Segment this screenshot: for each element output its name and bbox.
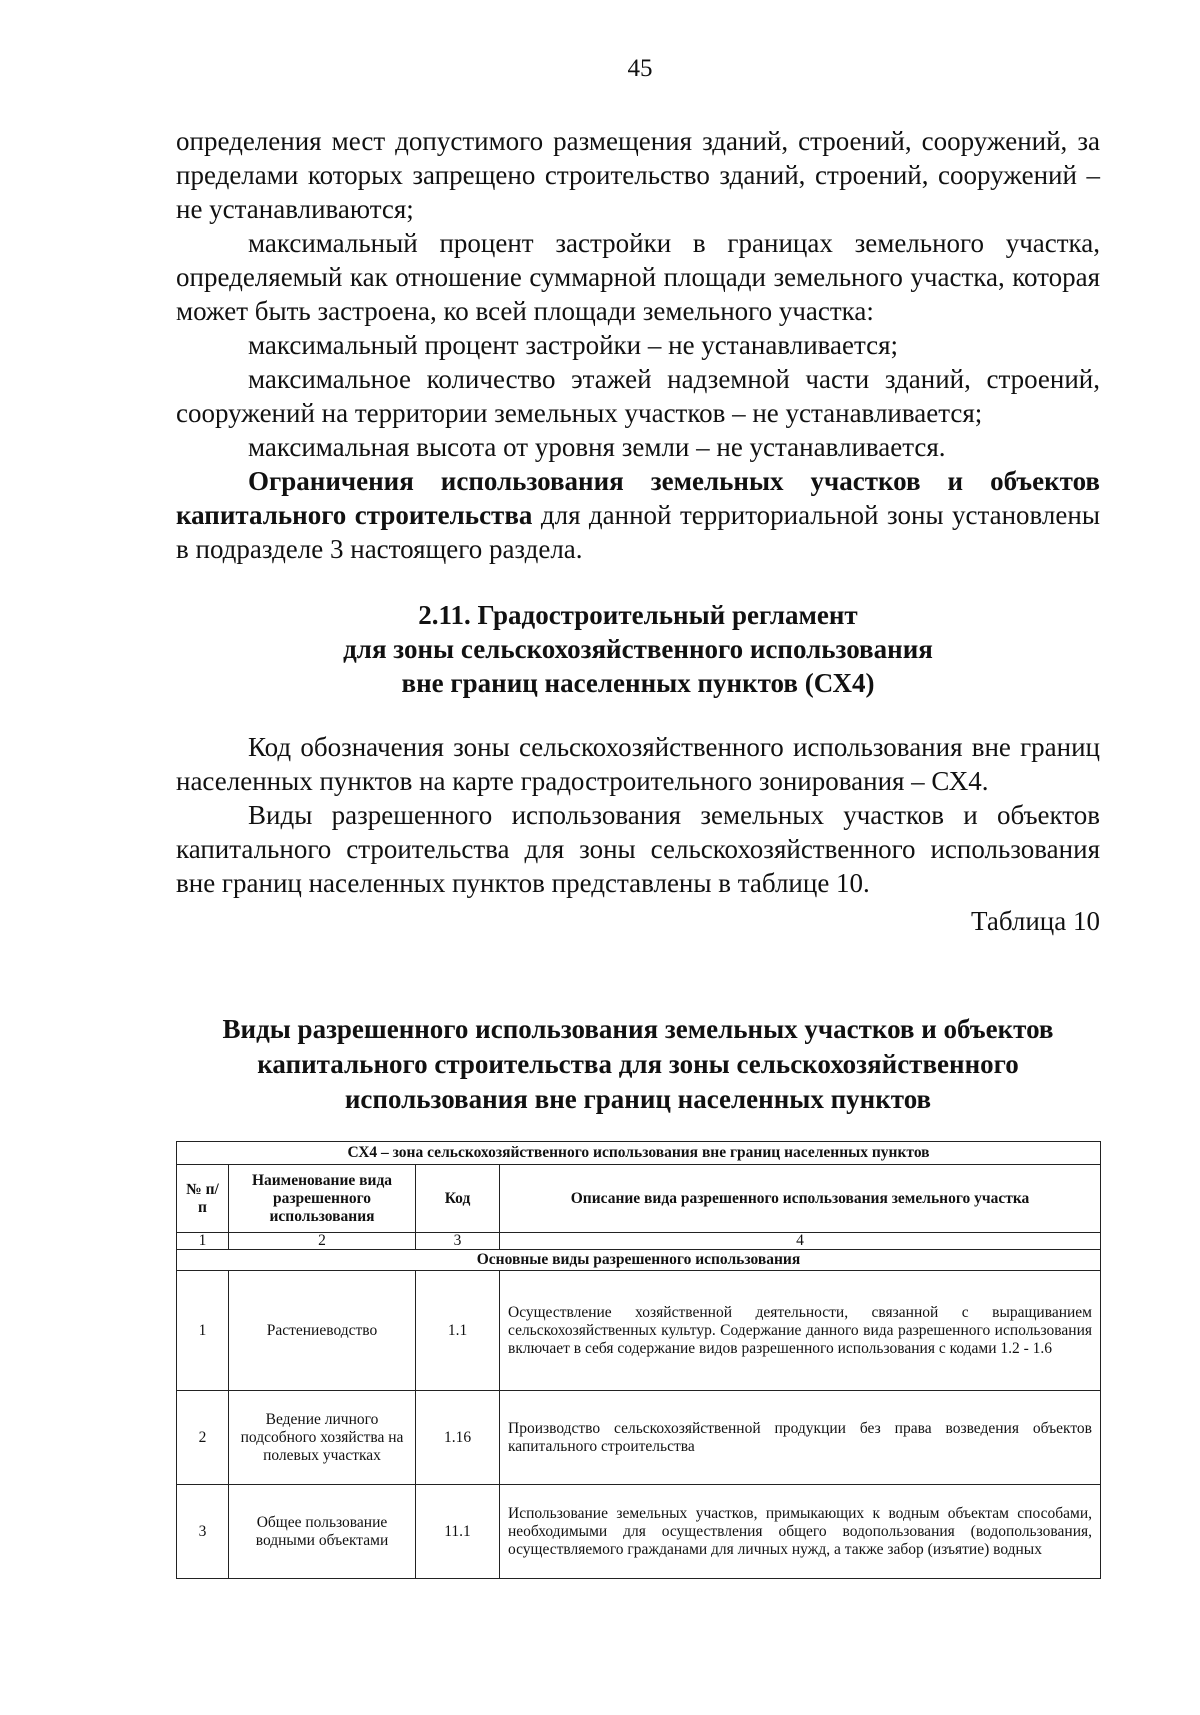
table-row — [177, 1271, 1101, 1391]
regulation-table — [176, 1141, 1101, 1579]
header-num: № п/п — [177, 1165, 229, 1233]
table-title-line1: Виды разрешенного использования земельных участков и объектов — [222, 1014, 1054, 1044]
table-title-line3: использования вне границ населенных пунктов — [344, 1084, 932, 1114]
row-desc: Использование земельных участков, примыкающих к водным объектам способами, необходимыми для осуществления общего водопользования (водопользования, осуществляемого гражданами для личных нужд, а также забор (изъятие) водных — [500, 1485, 1101, 1579]
paragraph-6 — [176, 464, 1100, 566]
body-text — [176, 124, 1100, 938]
col-number: 1 — [177, 1233, 229, 1250]
row-code: 11.1 — [416, 1485, 500, 1579]
page-number: 45 — [627, 55, 653, 82]
paragraph-6-rest: для данной территориальной зоны установлены в подразделе 3 настоящего раздела. — [176, 500, 1100, 564]
paragraph-5: максимальная высота от уровня земли – не устанавливается. — [248, 432, 946, 462]
section-heading-line2: для зоны сельскохозяйственного использования — [343, 634, 933, 664]
paragraph-4: максимальное количество этажей надземной части зданий, строений, сооружений на территории земельных участков – не устанавливается; — [176, 364, 1100, 428]
zone-header: СХ4 – зона сельскохозяйственного использования вне границ населенных пунктов — [177, 1142, 1101, 1165]
paragraph-6-bold: Ограничения использования земельных участков и объектов капитального строительства — [176, 466, 1100, 530]
section-heading — [176, 598, 1100, 700]
row-code: 1.16 — [416, 1391, 500, 1485]
row-name: Ведение личного подсобного хозяйства на полевых участках — [229, 1391, 416, 1485]
col-number: 4 — [500, 1233, 1101, 1250]
paragraph-1: определения мест допустимого размещения зданий, строений, сооружений, за пределами которых запрещено строительство зданий, строений, сооружений – не устанавливаются; — [176, 126, 1100, 224]
paragraph-7: Код обозначения зоны сельскохозяйственного использования вне границ населенных пунктов на карте градостроительного зонирования – СХ4. — [176, 732, 1100, 796]
table-row — [177, 1485, 1101, 1579]
row-num: 1 — [177, 1271, 229, 1391]
row-num: 3 — [177, 1485, 229, 1579]
section-heading-line1: 2.11. Градостроительный регламент — [418, 600, 858, 630]
row-desc: Производство сельскохозяйственной продукции без права возведения объектов капитального строительства — [500, 1391, 1101, 1485]
header-code: Код — [416, 1165, 500, 1233]
paragraph-8: Виды разрешенного использования земельных участков и объектов капитального строительства для зоны сельскохозяйственного использования вне границ населенных пунктов представлены в таблице 10. — [176, 800, 1100, 898]
row-code: 1.1 — [416, 1271, 500, 1391]
header-desc: Описание вида разрешенного использования земельного участка — [500, 1165, 1101, 1233]
header-name: Наименование вида разрешенного использования — [229, 1165, 416, 1233]
paragraph-3: максимальный процент застройки – не устанавливается; — [248, 330, 899, 360]
table-row — [177, 1391, 1101, 1485]
row-name: Растениеводство — [229, 1271, 416, 1391]
row-num: 2 — [177, 1391, 229, 1485]
col-number: 3 — [416, 1233, 500, 1250]
table-title-line2: капитального строительства для зоны сельскохозяйственного — [257, 1049, 1019, 1079]
table-title — [176, 1012, 1100, 1117]
row-name: Общее пользование водными объектами — [229, 1485, 416, 1579]
paragraph-2: максимальный процент застройки в границах земельного участка, определяемый как отношение суммарной площади земельного участка, которая может быть застроена, ко всей площади земельного участка: — [176, 228, 1100, 326]
section-label: Основные виды разрешенного использования — [177, 1250, 1101, 1271]
table-caption: Таблица 10 — [971, 906, 1100, 936]
row-desc: Осуществление хозяйственной деятельности, связанной с выращиванием сельскохозяйственных культур. Содержание данного вида разрешенного использования включает в себя содержание видов разрешенного использования с кодами 1.2 - 1.6 — [500, 1271, 1101, 1391]
section-heading-line3: вне границ населенных пунктов (СХ4) — [401, 668, 875, 698]
col-number: 2 — [229, 1233, 416, 1250]
